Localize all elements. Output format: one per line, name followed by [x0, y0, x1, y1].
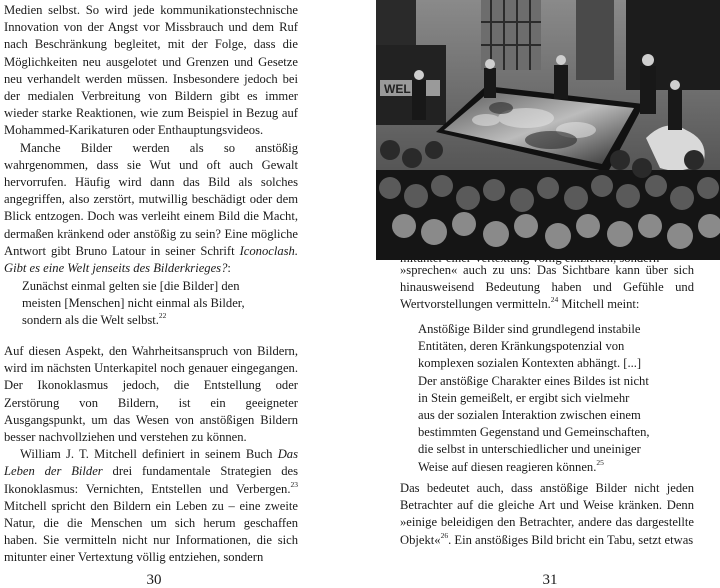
- quote-line: aus der sozialen Interaktion zwischen einem: [418, 408, 641, 423]
- paragraph-4-text: drei fundamentale Strategien des Ikonoklasmus: Vernichten, Entstellen und Verbergen.: [4, 464, 299, 496]
- page-number-left: 30: [146, 572, 162, 588]
- right-page: [376, 0, 720, 588]
- right-text-top: [400, 262, 694, 314]
- left-text-top: [4, 2, 298, 277]
- paragraph-4-text: Mitchell spricht den Bildern ein Leben zu – eine zweite Natur, die die Menschen um sich herum geschaffen haben. Sie vermitteln nicht nur Informationen, die sich mitunter einer Vertextung völlig entziehen, sondern: [4, 498, 298, 565]
- paragraph-r2-text: . Ein anstößiges Bild bricht ein Tabu, setzt etwas: [448, 532, 694, 547]
- quote-line: meisten [Menschen] nicht einmal als Bilder,: [22, 296, 245, 311]
- quote-line: Anstößige Bilder sind grundlegend instabile: [418, 322, 641, 336]
- footnote-marker: 23: [290, 479, 298, 489]
- block-quote-mitchell: [418, 321, 694, 476]
- paragraph-r1: [400, 262, 694, 314]
- paragraph-r2-text: Das bedeutet auch, dass anstößige Bilder nicht jeden Betrachter auf die gleiche Art und Weise kränken. Denn »einige beleidigen den Betrachter, andere das dargestellte Objekt«: [400, 481, 694, 547]
- quote-line: sondern als die Welt selbst.: [22, 313, 159, 328]
- footnote-marker: 22: [158, 311, 167, 321]
- paragraph-4-text: William J. T. Mitchell definiert in seinem Buch: [20, 447, 278, 462]
- book-title-iconoclash: Iconoclash. Gibt es eine Welt jenseits des Bilderkrieges?: [4, 243, 298, 276]
- paragraph-1: [4, 2, 298, 140]
- block-quote-latour: [22, 278, 292, 330]
- quote-line: Entitäten, deren Kränkungspotenzial von: [418, 339, 625, 354]
- paragraph-r1-text: »sprechen« auch zu uns: Das Sichtbare kann über sich hinausweisend Bedeutung haben und Gefühle und Wertvorstellungen vermitteln.: [400, 263, 694, 312]
- footnote-marker: 25: [596, 457, 604, 467]
- left-text-bottom: [4, 343, 298, 567]
- paragraph-2: [4, 140, 298, 278]
- photo-crowd-with-painting: [376, 0, 720, 260]
- paragraph-4: [4, 446, 298, 566]
- svg-text:WEL: WEL: [384, 82, 411, 96]
- paragraph-r2: [400, 480, 694, 549]
- photo-illustration: [376, 0, 720, 260]
- book-title-leben-der-bilder: Das Leben der Bilder: [4, 447, 298, 479]
- footnote-marker: 24: [550, 295, 559, 305]
- right-text-bottom: [400, 480, 694, 549]
- paragraph-3: [4, 343, 298, 446]
- quote-line: bestimmten Gegenstand und Gemeinschaften,: [418, 425, 650, 440]
- page-number-right: 31: [542, 572, 558, 588]
- quote-line: in Stein gemeißelt, er ergibt sich vielmehr: [418, 390, 630, 405]
- quote-line: die selbst in unterschiedlicher und uneiniger: [418, 442, 641, 457]
- quote-line: Zunächst einmal gelten sie [die Bilder] den: [22, 279, 240, 293]
- paragraph-3-text: Auf diesen Aspekt, den Wahrheitsanspruch von Bildern, wird im nächsten Unterkapitel noch genauer eingegangen. Der Ikonoklasmus jedoch, die Entstellung oder Zerstörung von Bildern, ist ein geeigneter Ausgangspunkt, um das Wesen von anstößigen Bildern besser nachvollziehen und verstehen zu können.: [4, 344, 298, 445]
- quote-line: komplexen sozialen Kontexten abhängt. [...]: [418, 356, 642, 371]
- paragraph-2-colon: :: [227, 261, 231, 276]
- paragraph-2-text: Manche Bilder werden als so anstößig wahrgenommen, dass sie Wut und oft auch Gewalt hervorrufen. Häufig wird dann das Bild als solches angegriffen, also zerstört, mutwillig beschädigt oder dem Blick entzogen. Doch was verleiht einem Bild die Macht, dermaßen kränkend oder anstößig zu sein? Eine mögliche Antwort gibt Bruno Latour in seiner Schrift: [4, 140, 298, 258]
- quote-line: Weise auf diesen reagieren können.: [418, 459, 597, 474]
- footnote-marker: 26: [440, 530, 449, 540]
- paragraph-1-text: Medien selbst. So wird jede kommunikationstechnische Innovation von der Angst vor Missbrauch und dem Ruf nach Beschränkung begleitet, mit der Folge, dass die Möglichkeiten neu ausgelotet und Grenzen und Gesetze neu verhandelt werden müssen. Insbesondere jedoch bei der medialen Verbreitung von Bildern gibt es immer wieder starke Reaktionen, wie zum Beispiel in Bezug auf Mohammed-Karikaturen oder Enthauptungsvideos.: [4, 3, 298, 138]
- quote-line: Der anstößige Charakter eines Bildes ist nicht: [418, 373, 649, 388]
- paragraph-r1-text: Mitchell meint:: [558, 297, 640, 312]
